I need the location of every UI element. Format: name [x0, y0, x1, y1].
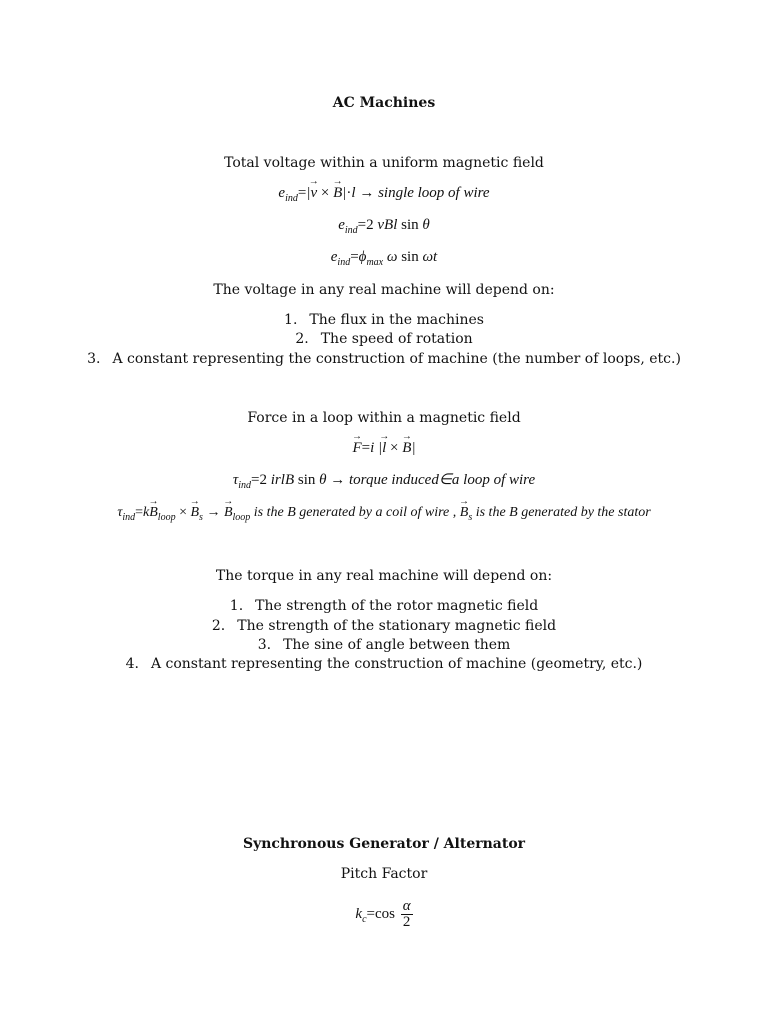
fraction: $\frac{\alpha}{2}$ — [402, 898, 411, 931]
torque-list-item — [0, 636, 768, 654]
equation-voltage-sine: $e_{ind}=2$ vBl sin θ — [338, 217, 430, 236]
list-item-number: 2. — [211, 618, 226, 634]
list-item-text: The strength of the stationary magnetic field — [237, 618, 557, 634]
list-item-text: The flux in the machines — [309, 312, 484, 328]
list-item-number: 3. — [87, 351, 101, 367]
torque-list-item — [0, 597, 768, 615]
list-item-text: The sine of angle between them — [283, 637, 511, 653]
list-item-text: A constant representing the construction of machine (geometry, etc.) — [150, 656, 643, 672]
list-item-text: The speed of rotation — [320, 331, 473, 347]
list-item-text: A constant representing the construction of machine (the number of loops, etc.) — [112, 351, 681, 367]
force-heading: Force in a loop within a magnetic field — [247, 410, 521, 426]
list-item-number: 3. — [257, 637, 272, 653]
voltage-list-item — [0, 330, 768, 348]
voltage-depends-heading: The voltage in any real machine will depend on: — [213, 282, 555, 298]
torque-list-item — [0, 655, 768, 673]
equation-torque-loop-note: torque induced∈a loop of wire — [349, 472, 536, 488]
equation-torque-fields-note-1: is the B generated by a coil of wire , — [253, 505, 457, 520]
pitch-factor-heading: Pitch Factor — [340, 866, 428, 882]
equation-torque-loop: $\tau_{ind}=2$ irlB sin θ → torque induced∈a loop of wire — [232, 472, 536, 491]
list-item-number: 2. — [295, 331, 309, 347]
section-title-ac-machines: AC Machines — [332, 95, 436, 111]
list-item-number: 1. — [229, 598, 244, 614]
equation-voltage-vector: $e_{ind}=|\to v$ × → B|·l → single loop of wire — [0, 184, 768, 202]
equation-voltage-flux: $e_{ind}=\phi_{max}$ ω sin ωt — [330, 249, 438, 268]
voltage-heading: Total voltage within a uniform magnetic field — [224, 155, 544, 171]
list-item-text: The strength of the rotor magnetic field — [255, 598, 539, 614]
voltage-list-item — [0, 311, 768, 329]
list-item-number: 1. — [284, 312, 298, 328]
list-item-number: 4. — [125, 656, 139, 672]
torque-list-item — [0, 617, 768, 635]
section-title-synchronous-generator: Synchronous Generator / Alternator — [242, 836, 526, 852]
torque-depends-heading: The torque in any real machine will depend on: — [215, 568, 553, 584]
equation-voltage-vector-note: single loop of wire — [378, 185, 490, 201]
equation-pitch-factor: $k_c=\cos$ $\frac{\alpha}{2}$ — [355, 898, 411, 931]
equation-torque-fields-note-2: is the B generated by the stator — [475, 505, 651, 520]
equation-force: → F=i |→ l × → B| — [0, 439, 768, 457]
voltage-list-item — [0, 350, 768, 368]
equation-torque-fields: $\tau_{ind}=k\to B_{loop}$ × → $B_s$ → → $B_{loop}$ is the B generated by a coil of wire , → $B_s$ is the B generated by the stator — [0, 504, 768, 522]
